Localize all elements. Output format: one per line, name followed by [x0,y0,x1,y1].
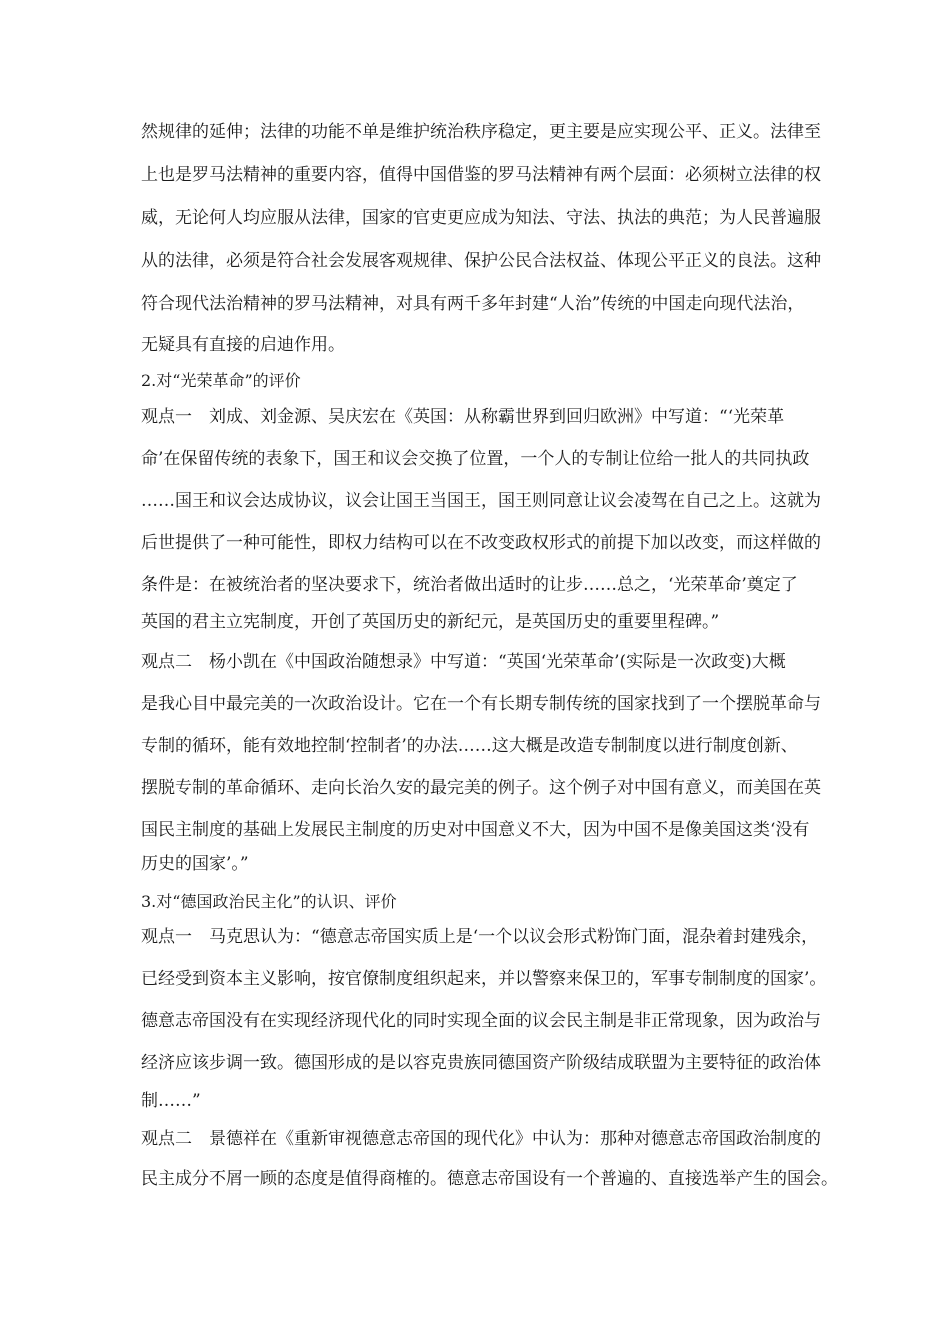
body-text-line: 国民主制度的基础上发展民主制度的历史对中国意义不大，因为中国不是像美国这类‘没有 [141,820,810,840]
body-text-line: 从的法律，必须是符合社会发展客观规律、保护公民合法权益、体现公平正义的良法。这种 [141,251,821,271]
body-text-line: 然规律的延伸；法律的功能不单是维护统治秩序稳定，更主要是应实现公平、正义。法律至 [141,122,821,142]
body-text-line: 无疑具有直接的启迪作用。 [141,335,345,355]
body-text-line: 历史的国家’。” [141,854,249,874]
body-text-line: 是我心目中最完美的一次政治设计。它在一个有长期专制传统的国家找到了一个摆脱革命与 [141,694,821,714]
body-text-line: 专制的循环，能有效地控制‘控制者’的办法……这大概是改造专制制度以进行制度创新、 [141,736,798,756]
body-text-line: 命’在保留传统的表象下，国王和议会交换了位置，一个人的专制让位给一批人的共同执政 [141,449,810,469]
body-text-line: 经济应该步调一致。德国形成的是以容克贵族同德国资产阶级结成联盟为主要特征的政治体 [141,1053,821,1073]
body-text-line: 观点二 景德祥在《重新审视德意志帝国的现代化》中认为：那种对德意志帝国政治制度的 [141,1129,821,1149]
body-text-line: 观点一 马克思认为：“德意志帝国实质上是‘一个以议会形式粉饰门面，混杂着封建残余， [141,927,819,947]
body-text-line: 英国的君主立宪制度，开创了英国历史的新纪元，是英国历史的重要里程碑。” [141,612,720,632]
body-text-line: 制……” [141,1091,201,1111]
body-text-line: 德意志帝国没有在实现经济现代化的同时实现全面的议会民主制是非正常现象，因为政治与 [141,1011,821,1031]
body-text-line: 上也是罗马法精神的重要内容，值得中国借鉴的罗马法精神有两个层面：必须树立法律的权 [141,165,821,185]
body-text-line: 威，无论何人均应服从法律，国家的官吏更应成为知法、守法、执法的典范；为人民普遍服 [141,208,821,228]
body-text-line: 民主成分不屑一顾的态度是值得商榷的。德意志帝国设有一个普遍的、直接选举产生的国会。 [141,1169,838,1189]
body-text-line: 符合现代法治精神的罗马法精神，对具有两千多年封建“人治”传统的中国走向现代法治， [141,294,805,314]
body-text-line: 观点二 杨小凯在《中国政治随想录》中写道：“英国‘光荣革命’(实际是一次政变)大概 [141,652,786,672]
body-text-line: ……国王和议会达成协议，议会让国王当国王，国王则同意让议会凌驾在自己之上。这就为 [141,491,821,511]
body-text-line: 摆脱专制的革命循环、走向长治久安的最完美的例子。这个例子对中国有意义，而美国在英 [141,778,821,798]
body-text-line: 已经受到资本主义影响，按官僚制度组织起来，并以警察来保卫的，军事专制制度的国家’。 [141,969,827,989]
section-heading: 3.对“德国政治民主化”的认识、评价 [141,892,397,911]
section-heading: 2.对“光荣革命”的评价 [141,371,301,390]
body-text-line: 条件是：在被统治者的坚决要求下，统治者做出适时的让步……总之，‘光荣革命’奠定了 [141,575,798,595]
body-text-line: 观点一 刘成、刘金源、吴庆宏在《英国：从称霸世界到回归欧洲》中写道：“‘光荣革 [141,407,785,427]
body-text-line: 后世提供了一种可能性，即权力结构可以在不改变政权形式的前提下加以改变，而这样做的 [141,533,821,553]
